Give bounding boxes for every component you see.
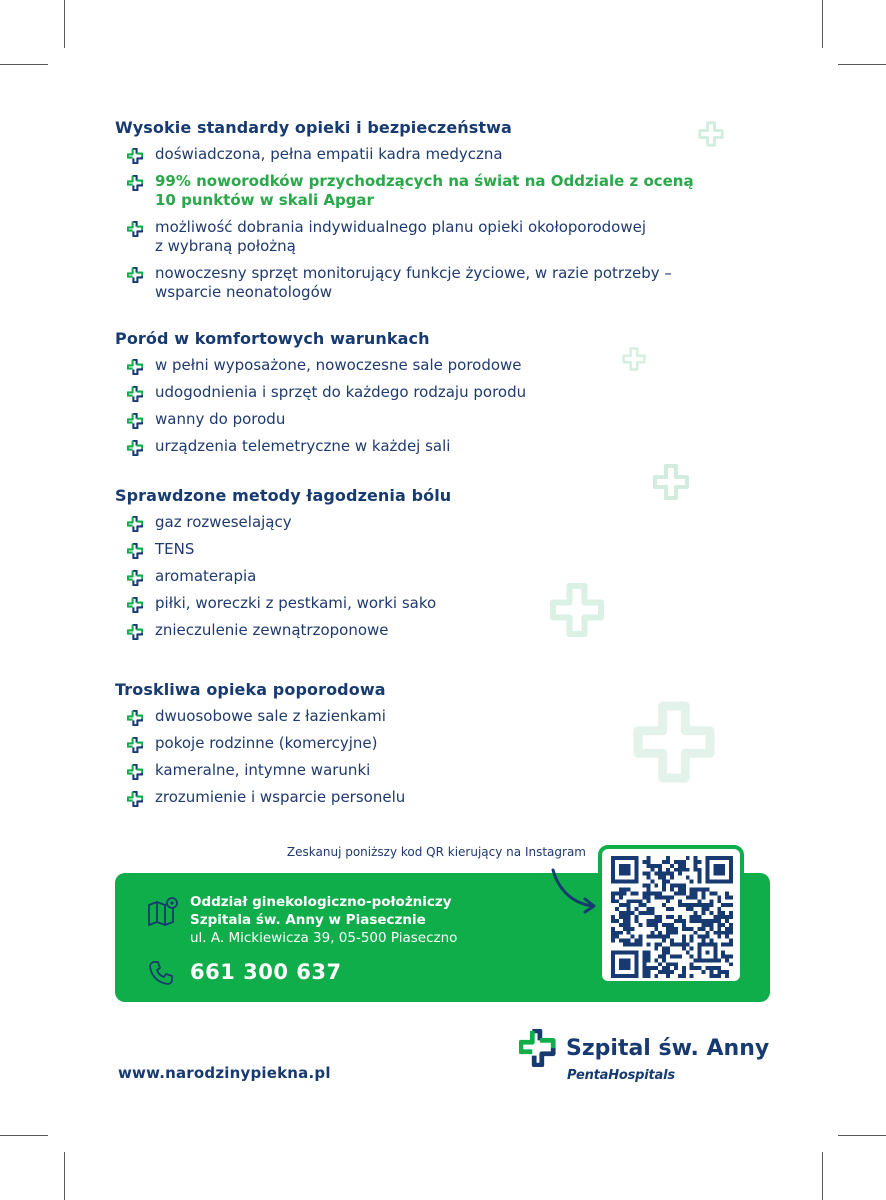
list-item-text: dwuosobowe sale z łazienkami bbox=[155, 707, 386, 725]
list-item-text: możliwość dobrania indywidualnego planu opieki okołoporodowej z wybraną położną bbox=[155, 218, 646, 255]
crop-mark bbox=[822, 0, 823, 48]
list-item bbox=[115, 356, 755, 375]
cross-bullet-icon bbox=[127, 440, 143, 456]
list-item bbox=[115, 145, 755, 164]
crop-mark bbox=[838, 64, 886, 65]
list-item-text: nowoczesny sprzęt monitorujący funkcje życiowe, w razie potrzeby – wsparcie neonatologów bbox=[155, 264, 672, 301]
list-item-text: pokoje rodzinne (komercyjne) bbox=[155, 734, 378, 752]
list-item-text: znieczulenie zewnątrzoponowe bbox=[155, 621, 389, 639]
hospital-logo-icon bbox=[519, 1029, 557, 1067]
crop-mark bbox=[838, 1135, 886, 1136]
cross-bullet-icon bbox=[127, 175, 143, 191]
list-item-text: udogodnienia i sprzęt do każdego rodzaju porodu bbox=[155, 383, 527, 401]
list-item bbox=[115, 437, 755, 456]
cross-bullet-icon bbox=[127, 764, 143, 780]
list-item-text: piłki, woreczki z pestkami, worki sako bbox=[155, 594, 437, 612]
list-item-text: wanny do porodu bbox=[155, 410, 286, 428]
list-item bbox=[115, 383, 755, 402]
crop-mark bbox=[822, 1152, 823, 1200]
qr-code[interactable] bbox=[610, 856, 734, 978]
list-item bbox=[115, 761, 755, 780]
arrow-icon bbox=[545, 866, 601, 914]
list-item bbox=[115, 172, 755, 210]
cross-bullet-icon bbox=[127, 737, 143, 753]
logo-name: Szpital św. Anny bbox=[566, 1036, 770, 1061]
list-item-text: doświadczona, pełna empatii kadra medyczna bbox=[155, 145, 503, 163]
section-heading: Poród w komfortowych warunkach bbox=[115, 329, 430, 348]
logo-subtitle: PentaHospitals bbox=[567, 1068, 675, 1083]
cross-bullet-icon bbox=[127, 148, 143, 164]
cross-bullet-icon bbox=[127, 543, 143, 559]
list-item bbox=[115, 410, 755, 429]
list-item-text: gaz rozweselający bbox=[155, 513, 292, 531]
list-item bbox=[115, 513, 755, 532]
crop-mark bbox=[64, 0, 65, 48]
street-address: ul. A. Mickiewicza 39, 05-500 Piaseczno bbox=[190, 930, 458, 946]
phone-number[interactable]: 661 300 637 bbox=[190, 960, 342, 984]
map-pin-icon bbox=[147, 896, 179, 926]
list-item bbox=[115, 264, 755, 302]
list-item bbox=[115, 218, 755, 256]
list-item bbox=[115, 567, 755, 586]
list-item-text: urządzenia telemetryczne w każdej sali bbox=[155, 437, 451, 455]
cross-bullet-icon bbox=[127, 710, 143, 726]
section-heading: Sprawdzone metody łagodzenia bólu bbox=[115, 486, 452, 505]
cross-bullet-icon bbox=[127, 221, 143, 237]
cross-bullet-icon bbox=[127, 624, 143, 640]
list-item bbox=[115, 788, 755, 807]
cross-bullet-icon bbox=[127, 267, 143, 283]
list-item bbox=[115, 594, 755, 613]
list-item bbox=[115, 621, 755, 640]
section bbox=[115, 680, 755, 815]
list-item-text: TENS bbox=[155, 540, 195, 558]
department-name: Oddział ginekologiczno-położniczy bbox=[190, 894, 452, 910]
cross-bullet-icon bbox=[127, 570, 143, 586]
cross-bullet-icon bbox=[127, 413, 143, 429]
cross-bullet-icon bbox=[127, 359, 143, 375]
cross-bullet-icon bbox=[127, 386, 143, 402]
hospital-name: Szpitala św. Anny w Piasecznie bbox=[190, 912, 426, 928]
list-item bbox=[115, 707, 755, 726]
cross-bullet-icon bbox=[127, 791, 143, 807]
list-item bbox=[115, 540, 755, 559]
list-item-text: 99% noworodków przychodzących na świat na Oddziale z oceną 10 punktów w skali Apgar bbox=[155, 172, 694, 209]
list-item-text: w pełni wyposażone, nowoczesne sale porodowe bbox=[155, 356, 522, 374]
crop-mark bbox=[0, 64, 48, 65]
qr-caption: Zeskanuj poniższy kod QR kierujący na Instagram bbox=[286, 845, 586, 859]
section bbox=[115, 329, 755, 464]
website-link[interactable]: www.narodzinypiekna.pl bbox=[118, 1064, 331, 1082]
list-item-text: aromaterapia bbox=[155, 567, 257, 585]
section bbox=[115, 118, 755, 310]
section bbox=[115, 486, 755, 648]
section-heading: Wysokie standardy opieki i bezpieczeństwa bbox=[115, 118, 512, 137]
department-address bbox=[190, 893, 457, 947]
list-item bbox=[115, 734, 755, 753]
phone-icon bbox=[148, 960, 174, 986]
list-item-text: kameralne, intymne warunki bbox=[155, 761, 371, 779]
crop-mark bbox=[64, 1152, 65, 1200]
crop-mark bbox=[0, 1135, 48, 1136]
cross-bullet-icon bbox=[127, 597, 143, 613]
list-item-text: zrozumienie i wsparcie personelu bbox=[155, 788, 406, 806]
cross-bullet-icon bbox=[127, 516, 143, 532]
section-heading: Troskliwa opieka poporodowa bbox=[115, 680, 386, 699]
